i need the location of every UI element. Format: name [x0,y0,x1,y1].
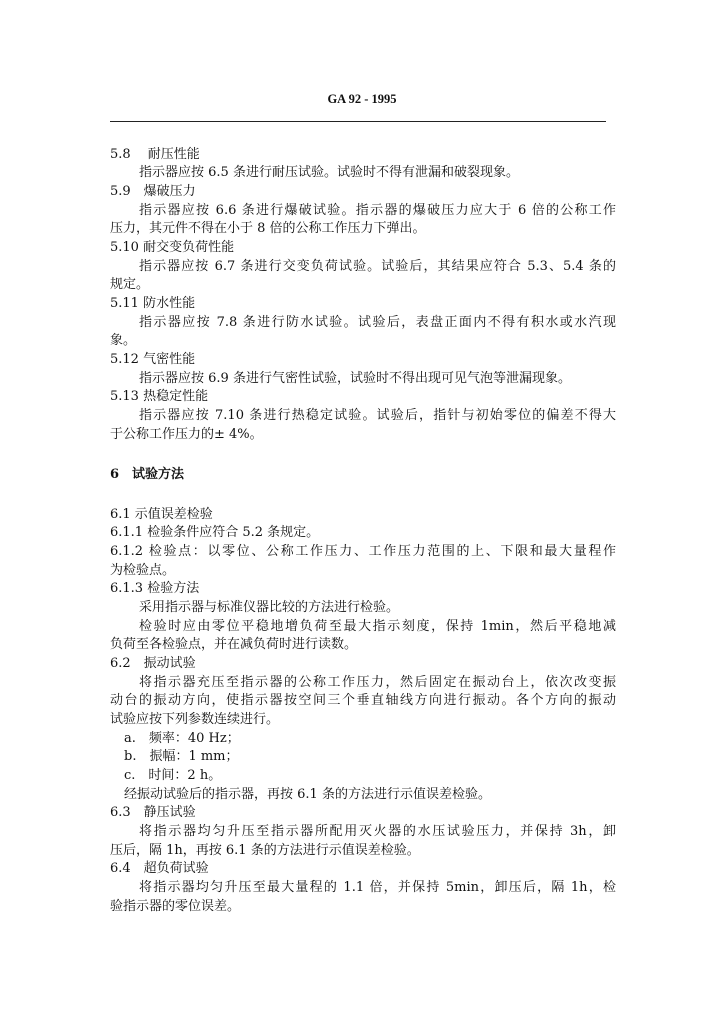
heading-5-12: 5.12 气密性能 [110,352,196,367]
list-item-c: c. 时间：2 h。 [124,768,222,783]
paragraph-line: 采用指示器与标准仪器比较的方法进行检验。 [139,600,400,615]
paragraph-line: 检验时应由零位平稳地增负荷至最大指示刻度，保持 1min，然后平稳地减 [139,619,616,634]
paragraph-line: 动台的振动方向，使指示器按空间三个垂直轴线方向进行振动。各个方向的振动 [110,693,616,708]
heading-6-1-1: 6.1.1 检验条件应符合 5.2 条规定。 [110,525,320,540]
page-header-doc-code: GA 92 - 1995 [327,92,397,106]
paragraph-line: 经振动试验后的指示器，再按 6.1 条的方法进行示值误差检验。 [124,787,491,802]
paragraph-line: 验指示器的零位误差。 [110,899,241,914]
heading-5-8: 5.8 耐压性能 [110,147,200,162]
list-item-b: b. 振幅：1 mm； [124,749,239,764]
paragraph-line: 将指示器均匀升压至最大量程的 1.1 倍，并保持 5min，卸压后，隔 1h，检 [139,880,616,895]
heading-5-9: 5.9 爆破压力 [110,184,196,199]
paragraph-line: 指示器应按 7.8 条进行防水试验。试验后，表盘正面内不得有积水或水汽现 [139,315,616,330]
header-rule [110,121,606,122]
paragraph-line: 象。 [110,333,137,348]
paragraph-line: 将指示器充压至指示器的公称工作压力，然后固定在振动台上，依次改变振 [139,675,616,690]
heading-6-1-3: 6.1.3 检验方法 [110,581,200,596]
heading-6-1: 6.1 示值误差检验 [110,507,213,522]
paragraph-line: 规定。 [110,277,150,292]
paragraph-line: 为检验点。 [110,563,176,578]
heading-5-11: 5.11 防水性能 [110,296,196,311]
heading-6-2: 6.2 振动试验 [110,656,196,671]
paragraph-line: 于公称工作压力的± 4%。 [110,427,263,442]
heading-5-10: 5.10 耐交变负荷性能 [110,240,235,255]
paragraph-line: 指示器应按 6.6 条进行爆破试验。指示器的爆破压力应大于 6 倍的公称工作 [139,203,616,218]
paragraph-line: 压后，隔 1h，再按 6.1 条的方法进行示值误差检验。 [110,843,420,858]
paragraph-line: 将指示器均匀升压至指示器所配用灭火器的水压试验压力，并保持 3h，卸 [139,824,616,839]
heading-5-13: 5.13 热稳定性能 [110,389,209,404]
list-item-a: a. 频率：40 Hz； [124,731,240,746]
heading-6-1-2: 6.1.2 检验点：以零位、公称工作压力、工作压力范围的上、下限和最大量程作 [110,544,616,559]
heading-6-4: 6.4 超负荷试验 [110,861,209,876]
section-heading-6: 6 试验方法 [110,467,185,482]
paragraph-line: 压力，其元件不得在小于 8 倍的公称工作压力下弹出。 [110,221,426,236]
paragraph-line: 试验应按下列参数连续进行。 [110,712,280,727]
paragraph-line: 指示器应按 6.5 条进行耐压试验。试验时不得有泄漏和破裂现象。 [139,165,519,180]
paragraph-line: 指示器应按 6.9 条进行气密性试验，试验时不得出现可见气泡等泄漏现象。 [139,371,571,386]
heading-6-3: 6.3 静压试验 [110,805,196,820]
paragraph-line: 负荷至各检验点，并在减负荷时进行读数。 [110,637,358,652]
paragraph-line: 指示器应按 7.10 条进行热稳定试验。试验后，指针与初始零位的偏差不得大 [139,408,616,423]
paragraph-line: 指示器应按 6.7 条进行交变负荷试验。试验后，其结果应符合 5.3、5.4 条的 [139,259,616,274]
